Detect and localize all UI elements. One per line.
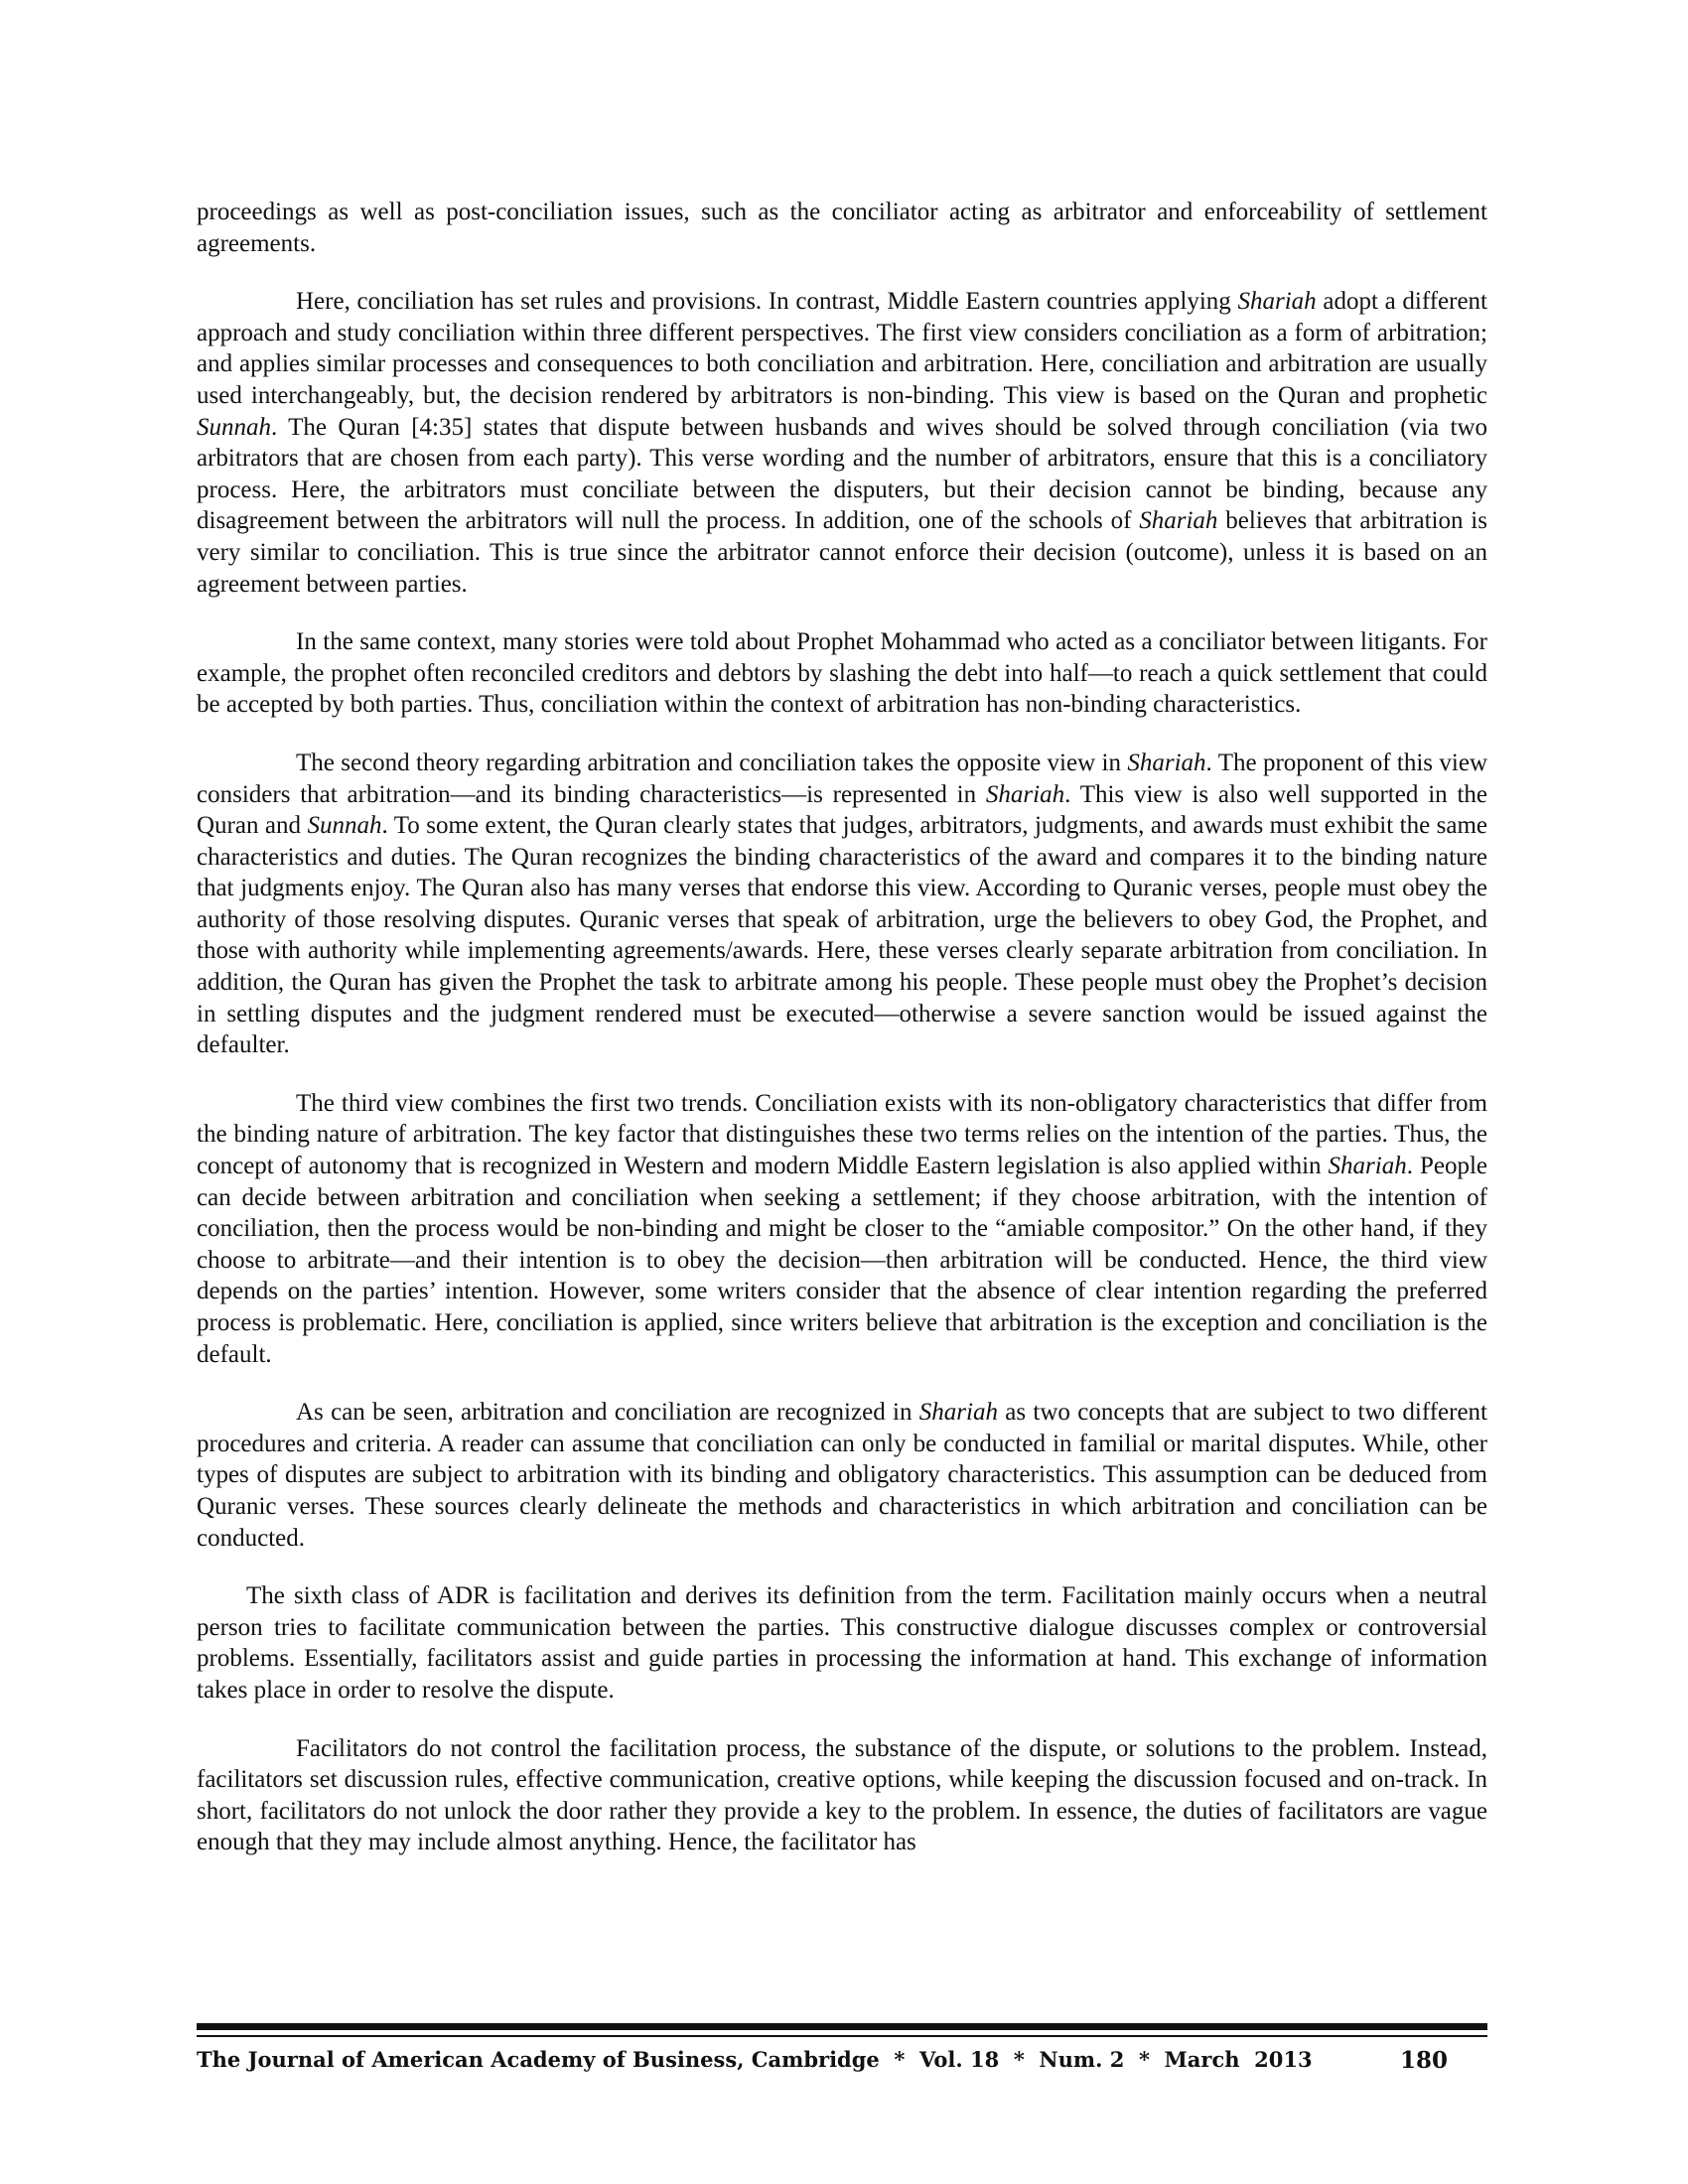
paragraph-text: The sixth class of ADR is facilitation and derives its definition from the term. Facilitation mainly occurs when a neutral person tries to facilitate communication between the parties. This constructive dialogue discusses complex or controversial problems. Essentially, facilitators assist and guide parties in processing the information at hand. This exchange of information takes place in order to resolve the dispute. bbox=[197, 1582, 1487, 1704]
paragraph-text: Facilitators do not control the facilitation process, the substance of the dispute, or solutions to the problem. Instead, facilitators set discussion rules, effective communication, creative options, while keeping the discussion focused and on-track. In short, facilitators do not unlock the door rather they provide a key to the problem. In essence, the duties of facilitators are vague enough that they may include almost anything. Hence, the facilitator has bbox=[197, 1734, 1487, 1856]
paragraph-text: as two concepts that are subject to two different procedures and criteria. A reader can assume that conciliation can only be conducted in familial or marital disputes. While, other types of disputes are subject to arbitration with its binding and obligatory characteristics. This assumption can be deduced from Quranic verses. These sources clearly delineate the methods and characteristics in which arbitration and conciliation can be conducted. bbox=[197, 1399, 1487, 1552]
journal-citation: The Journal of American Academy of Business, Cambridge * Vol. 18 * Num. 2 * March 2013 bbox=[197, 2047, 1313, 2072]
paragraph-1 bbox=[197, 197, 1487, 259]
paragraph-text: believes that arbitration is very similar to conciliation. This is true since the arbitrator cannot enforce their decision (outcome), unless it is based on an agreement between parties. bbox=[197, 507, 1487, 598]
paragraph-7 bbox=[197, 1580, 1487, 1706]
italic-term: Shariah bbox=[1127, 749, 1206, 776]
paragraph-text: As can be seen, arbitration and conciliation are recognized in bbox=[296, 1399, 919, 1427]
paragraph-3 bbox=[197, 626, 1487, 721]
paragraph-text: . People can decide between arbitration and conciliation when seeking a settlement; if they choose arbitration, with the intention of conciliation, then the process would be non-binding and might be closer to the “amiable compositor.” On the other hand, if they choose to arbitrate—and their intention is to obey the decision—then arbitration will be conducted. Hence, the third view depends on the parties’ intention. However, some writers consider that the absence of clear intention regarding the preferred process is problematic. Here, conciliation is applied, since writers believe that arbitration is the exception and conciliation is the default. bbox=[197, 1153, 1487, 1368]
paragraph-text: proceedings as well as post-conciliation issues, such as the conciliator acting as arbitrator and enforceability of settlement agreements. bbox=[197, 199, 1487, 257]
paragraph-2 bbox=[197, 286, 1487, 600]
paragraph-4 bbox=[197, 748, 1487, 1061]
footer-divider-thin bbox=[197, 2035, 1487, 2037]
paragraph-text: The third view combines the first two trends. Conciliation exists with its non-obligatory characteristics that differ from the binding nature of arbitration. The key factor that distinguishes these two terms relies on the intention of the parties. Thus, the concept of autonomy that is recognized in Western and modern Middle Eastern legislation is also applied within bbox=[197, 1089, 1487, 1180]
paragraph-text: Here, conciliation has set rules and provisions. In contrast, Middle Eastern countries applying bbox=[296, 288, 1238, 316]
paragraph-text: . The proponent of this view considers that arbitration—and its binding characteristics—is represented in bbox=[197, 749, 1487, 808]
italic-term: Shariah bbox=[1328, 1153, 1407, 1180]
footer-divider-thick bbox=[197, 2023, 1487, 2030]
italic-term: Shariah bbox=[1237, 288, 1317, 316]
paragraph-text: . The Quran [4:35] states that dispute between husbands and wives should be solved through conciliation (via two arbitrators that are chosen from each party). This verse wording and the number of arbitrators, ensure that this is a conciliatory process. Here, the arbitrators must conciliate between the disputers, but their decision cannot be binding, because any disagreement between the arbitrators will null the process. In addition, one of the schools of bbox=[197, 413, 1487, 535]
italic-term: Shariah bbox=[918, 1399, 998, 1427]
paragraph-text: In the same context, many stories were told about Prophet Mohammad who acted as a conciliator between litigants. For example, the prophet often reconciled creditors and debtors by slashing the debt into half—to reach a quick settlement that could be accepted by both parties. Thus, conciliation within the context of arbitration has non-binding characteristics. bbox=[197, 628, 1487, 719]
paragraph-6 bbox=[197, 1397, 1487, 1554]
paragraph-text: . This view is also well supported in the Quran and bbox=[197, 780, 1487, 840]
page-number: 180 bbox=[1399, 2047, 1448, 2074]
paragraph-8 bbox=[197, 1733, 1487, 1858]
page-footer bbox=[197, 2047, 1487, 2072]
italic-term: Shariah bbox=[1139, 507, 1218, 535]
paragraph-text: adopt a different approach and study conciliation within three different perspectives. The first view considers conciliation as a form of arbitration; and applies similar processes and consequences to both conciliation and arbitration. Here, conciliation and arbitration are usually used interchangeably, but, the decision rendered by arbitrators is non-binding. This view is based on the Quran and prophetic bbox=[197, 288, 1487, 409]
italic-term: Shariah bbox=[985, 780, 1065, 808]
italic-term: Sunnah bbox=[307, 812, 382, 840]
paragraph-text: The second theory regarding arbitration and conciliation takes the opposite view in bbox=[296, 749, 1128, 776]
page-body bbox=[197, 197, 1487, 1885]
italic-term: Sunnah bbox=[197, 413, 271, 441]
paragraph-5 bbox=[197, 1088, 1487, 1370]
paragraph-text: . To some extent, the Quran clearly states that judges, arbitrators, judgments, and awards must exhibit the same characteristics and duties. The Quran recognizes the binding characteristics of the award and compares it to the binding nature that judgments enjoy. The Quran also has many verses that endorse this view. According to Quranic verses, people must obey the authority of those resolving disputes. Quranic verses that speak of arbitration, urge the believers to obey God, the Prophet, and those with authority while implementing agreements/awards. Here, these verses clearly separate arbitration from conciliation. In addition, the Quran has given the Prophet the task to arbitrate among his people. These people must obey the Prophet’s decision in settling disputes and the judgment rendered must be executed—otherwise a severe sanction would be issued against the defaulter. bbox=[197, 812, 1487, 1059]
